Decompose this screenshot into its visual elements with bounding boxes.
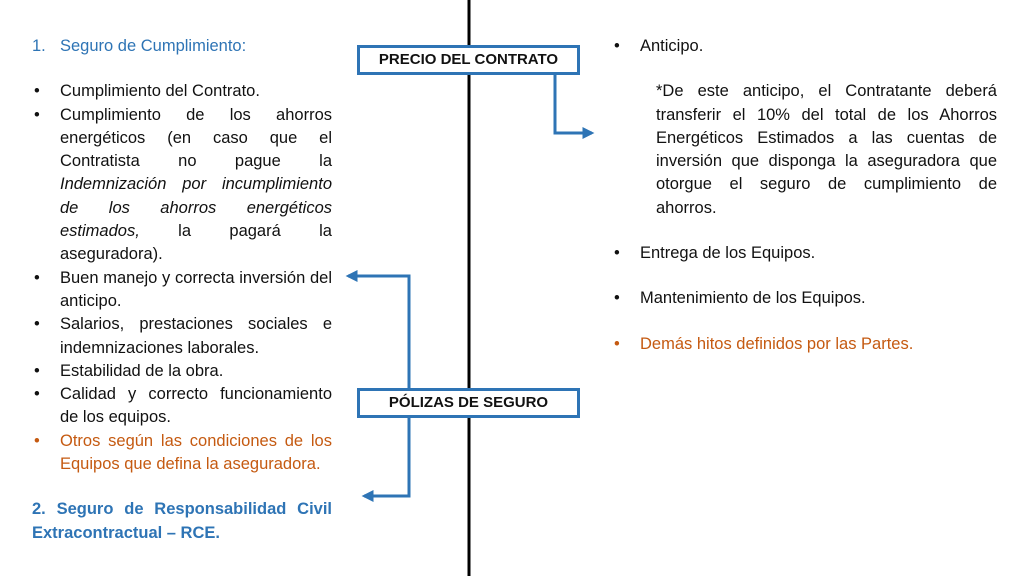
bullet-icon: • (34, 105, 40, 124)
bullet-icon: • (614, 334, 620, 353)
bullet-icon: • (34, 315, 40, 334)
list-item-text: Cumplimiento de los ahorros energéticos (en caso que el Contratista no pague la (60, 105, 332, 171)
precio-del-contrato-box: PRECIO DEL CONTRATO (357, 45, 580, 75)
anticipo-text: Anticipo. (640, 37, 704, 55)
bullet-icon: • (34, 268, 40, 287)
list-item (32, 104, 332, 267)
right-column (612, 35, 997, 356)
bullet-icon: • (614, 244, 620, 263)
list-item-text: la pagará la aseguradora). (60, 222, 332, 264)
bullet-icon: • (34, 82, 40, 101)
heading-number: 1. (32, 37, 46, 55)
bullet-icon: • (614, 37, 620, 55)
list-item (32, 360, 332, 383)
left-column (32, 35, 332, 545)
list-item-text: Cumplimiento del Contrato. (60, 82, 260, 101)
list-item-text: Calidad y correcto funcionamiento de los equipos. (60, 385, 332, 427)
entrega-text: Entrega de los Equipos. (640, 244, 816, 263)
seguro-cumplimiento-heading (32, 35, 332, 58)
list-item (32, 267, 332, 314)
demas-hitos-text: Demás hitos definidos por las Partes. (640, 334, 914, 353)
seguro-rce-heading: 2. Seguro de Responsabilidad Civil Extracontractual – RCE. (32, 500, 332, 542)
list-item (612, 35, 997, 58)
list-item-italic-text: Indemnización por incumplimiento de los ahorros energéticos estimados, (60, 175, 332, 241)
list-item-text: Estabilidad de la obra. (60, 361, 224, 380)
bullet-icon: • (614, 289, 620, 308)
arrow-polizas-to-anticipo-bullet (348, 276, 409, 388)
bullet-icon: • (34, 431, 40, 450)
polizas-de-seguro-box: PÓLIZAS DE SEGURO (357, 388, 580, 418)
list-item (612, 242, 997, 265)
list-item (32, 80, 332, 103)
arrow-precio-to-anticipo (555, 75, 592, 133)
list-item-text: Buen manejo y correcta inversión del anticipo. (60, 268, 332, 310)
bullet-icon: • (34, 361, 40, 380)
list-item (612, 333, 997, 356)
arrow-polizas-to-rce (364, 418, 409, 496)
list-item (32, 430, 332, 477)
mantenimiento-text: Mantenimiento de los Equipos. (640, 289, 866, 308)
list-item-text: Salarios, prestaciones sociales e indemnizaciones laborales. (60, 315, 332, 357)
bullet-icon: • (34, 385, 40, 404)
anticipo-note: *De este anticipo, el Contratante deberá transferir el 10% del total de los Ahorros Energéticos Estimados a las cuentas de inversión que disponga la aseguradora que otorgue el seguro de cumplimiento de ahorros. (656, 82, 997, 217)
list-item (32, 313, 332, 360)
heading-text: Seguro de Cumplimiento: (60, 37, 247, 55)
list-item-text: Otros según las condiciones de los Equipos que defina la aseguradora. (60, 431, 332, 474)
list-item (612, 287, 997, 310)
list-item (32, 383, 332, 430)
